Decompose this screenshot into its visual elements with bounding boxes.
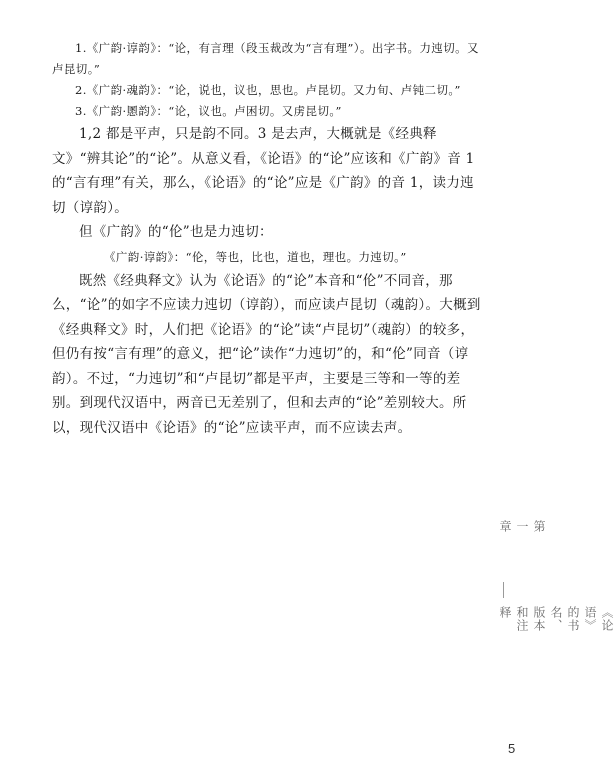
quote-guangyun-lun: 《广韵·谆韵》：“伦，等也，比也，道也，理也。力迍切。”: [104, 249, 407, 264]
paragraph-2: 但《广韵》的“伦”也是力迍切：: [79, 224, 273, 240]
chapter-title: 《论语》的书名、版本和注释: [498, 606, 614, 632]
sidebar-divider: [503, 582, 504, 598]
page-body: [52, 38, 482, 440]
chapter-label: 第一章: [498, 520, 546, 535]
quote-guangyun-hun-qu: 3.《广韵·慁韵》：“论，议也。卢困切。又虏昆切。”: [75, 104, 342, 118]
quote-guangyun-zhun: 1.《广韵·谆韵》：“论，有言理（段玉裁改为“言有理”）。出字书。力迍切。又卢昆切。”: [52, 41, 479, 76]
page-number: 5: [508, 741, 516, 756]
paragraph-3: 既然《经典释文》认为《论语》的“论”本音和“伦”不同音，那么，“论”的如字不应读力迍切（谆韵），而应读卢昆切（魂韵）。大概到《经典释文》时，人们把《论语》的“论”读“卢昆切”（魂韵）的较多，但仍有按“言有理”的意义，把“论”读作“力迍切”的，和“伦”同音（谆韵）。不过，“力迍切”和“卢昆切”都是平声，主要是三等和一等的差别。到现代汉语中，两音已无差别了，但和去声的“论”差别较大。所以，现代汉语中《论语》的“论”应读平声，而不应读去声。: [52, 272, 481, 436]
paragraph-1: 1,2 都是平声，只是韵不同。3 是去声，大概就是《经典释文》“辨其论”的“论”。从意义看，《论语》的“论”应该和《广韵》音 1 的“言有理”有关，那么，《论语》的“论”应是《广韵》的音 1，读力迍切（谆韵）。: [52, 126, 475, 216]
quote-guangyun-hun: 2.《广韵·魂韵》：“论，说也，议也，思也。卢昆切。又力旬、卢钝二切。”: [75, 83, 461, 97]
